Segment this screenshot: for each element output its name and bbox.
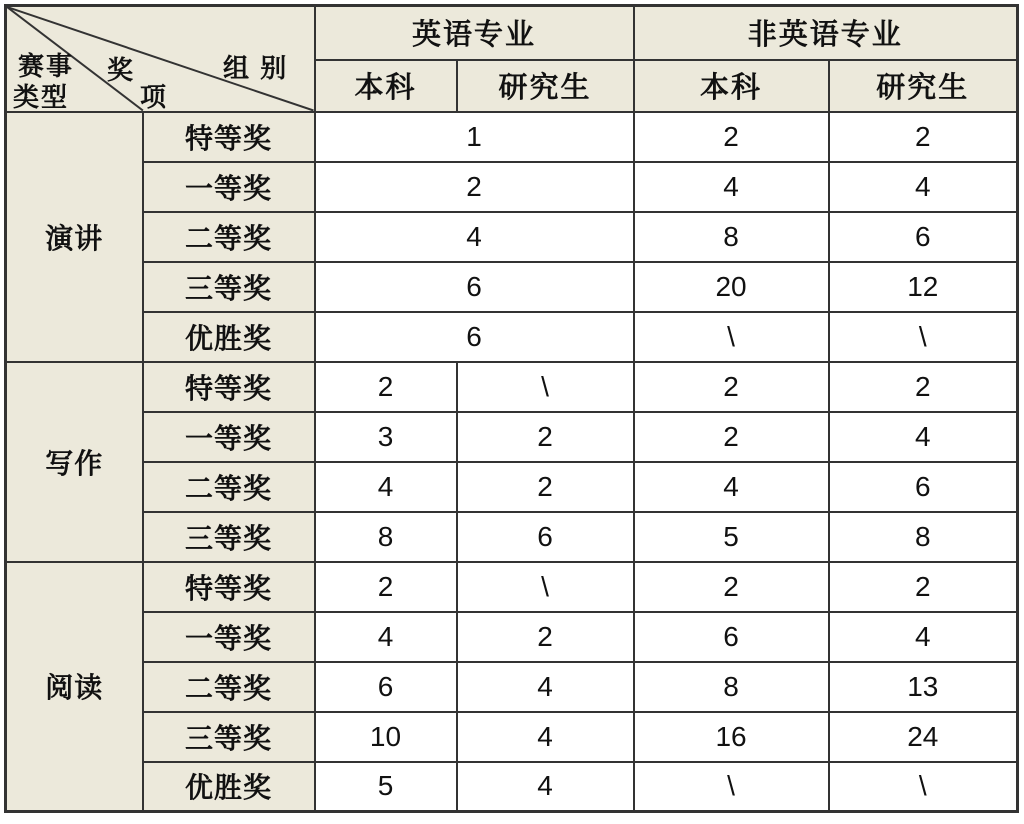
award-label: 一等奖: [143, 612, 315, 662]
value-cell: 8: [315, 512, 457, 562]
value-cell: 4: [457, 712, 634, 762]
section-label-reading: 阅读: [6, 562, 143, 812]
value-cell: 4: [634, 462, 829, 512]
award-label: 特等奖: [143, 562, 315, 612]
col-group-english: 英语专业: [315, 6, 634, 60]
value-cell: \: [829, 762, 1018, 812]
value-cell: 10: [315, 712, 457, 762]
value-cell: 2: [457, 412, 634, 462]
value-cell: 5: [634, 512, 829, 562]
value-cell: 4: [829, 412, 1018, 462]
col-group-non-english: 非英语专业: [634, 6, 1018, 60]
value-cell: 6: [315, 662, 457, 712]
value-cell: 20: [634, 262, 829, 312]
value-cell: 2: [634, 362, 829, 412]
value-cell: 6: [315, 262, 634, 312]
section-label-writing: 写作: [6, 362, 143, 562]
corner-award-header-char1: 奖: [107, 55, 136, 85]
value-cell: \: [829, 312, 1018, 362]
award-label: 一等奖: [143, 412, 315, 462]
award-label: 三等奖: [143, 712, 315, 762]
value-cell: 2: [634, 112, 829, 162]
value-cell: 2: [457, 462, 634, 512]
value-cell: 4: [634, 162, 829, 212]
value-cell: 3: [315, 412, 457, 462]
corner-row-header-line2: 类型: [13, 82, 70, 112]
value-cell: \: [634, 762, 829, 812]
value-cell: 2: [457, 612, 634, 662]
value-cell: 6: [634, 612, 829, 662]
value-cell: 2: [829, 362, 1018, 412]
award-label: 特等奖: [143, 112, 315, 162]
value-cell: 4: [315, 462, 457, 512]
corner-award-header-char2: 项: [140, 82, 169, 112]
corner-group-header: 组 别: [223, 53, 289, 83]
value-cell: 8: [634, 662, 829, 712]
value-cell: 2: [315, 162, 634, 212]
subcol-non-english-undergrad: 本科: [634, 60, 829, 112]
awards-table: [4, 4, 1019, 813]
value-cell: 2: [634, 412, 829, 462]
value-cell: 6: [457, 512, 634, 562]
value-cell: 4: [829, 612, 1018, 662]
value-cell: 4: [315, 212, 634, 262]
value-cell: 2: [315, 362, 457, 412]
value-cell: 2: [315, 562, 457, 612]
value-cell: 4: [457, 762, 634, 812]
corner-row-header-line1: 赛事: [18, 51, 75, 81]
value-cell: 8: [829, 512, 1018, 562]
value-cell: \: [457, 362, 634, 412]
value-cell: 13: [829, 662, 1018, 712]
value-cell: 2: [829, 562, 1018, 612]
award-label: 优胜奖: [143, 762, 315, 812]
value-cell: 1: [315, 112, 634, 162]
section-label-speech: 演讲: [6, 112, 143, 362]
value-cell: 6: [315, 312, 634, 362]
value-cell: 5: [315, 762, 457, 812]
award-label: 三等奖: [143, 512, 315, 562]
award-label: 特等奖: [143, 362, 315, 412]
value-cell: 12: [829, 262, 1018, 312]
subcol-english-undergrad: 本科: [315, 60, 457, 112]
subcol-english-grad: 研究生: [457, 60, 634, 112]
corner-header-cell: [6, 6, 315, 112]
value-cell: 4: [829, 162, 1018, 212]
value-cell: 4: [457, 662, 634, 712]
award-label: 三等奖: [143, 262, 315, 312]
value-cell: 2: [634, 562, 829, 612]
value-cell: 16: [634, 712, 829, 762]
value-cell: 6: [829, 462, 1018, 512]
award-label: 优胜奖: [143, 312, 315, 362]
award-label: 二等奖: [143, 462, 315, 512]
value-cell: 2: [829, 112, 1018, 162]
value-cell: \: [457, 562, 634, 612]
value-cell: 6: [829, 212, 1018, 262]
value-cell: \: [634, 312, 829, 362]
subcol-non-english-grad: 研究生: [829, 60, 1018, 112]
value-cell: 8: [634, 212, 829, 262]
award-label: 二等奖: [143, 662, 315, 712]
award-label: 二等奖: [143, 212, 315, 262]
award-label: 一等奖: [143, 162, 315, 212]
value-cell: 4: [315, 612, 457, 662]
value-cell: 24: [829, 712, 1018, 762]
